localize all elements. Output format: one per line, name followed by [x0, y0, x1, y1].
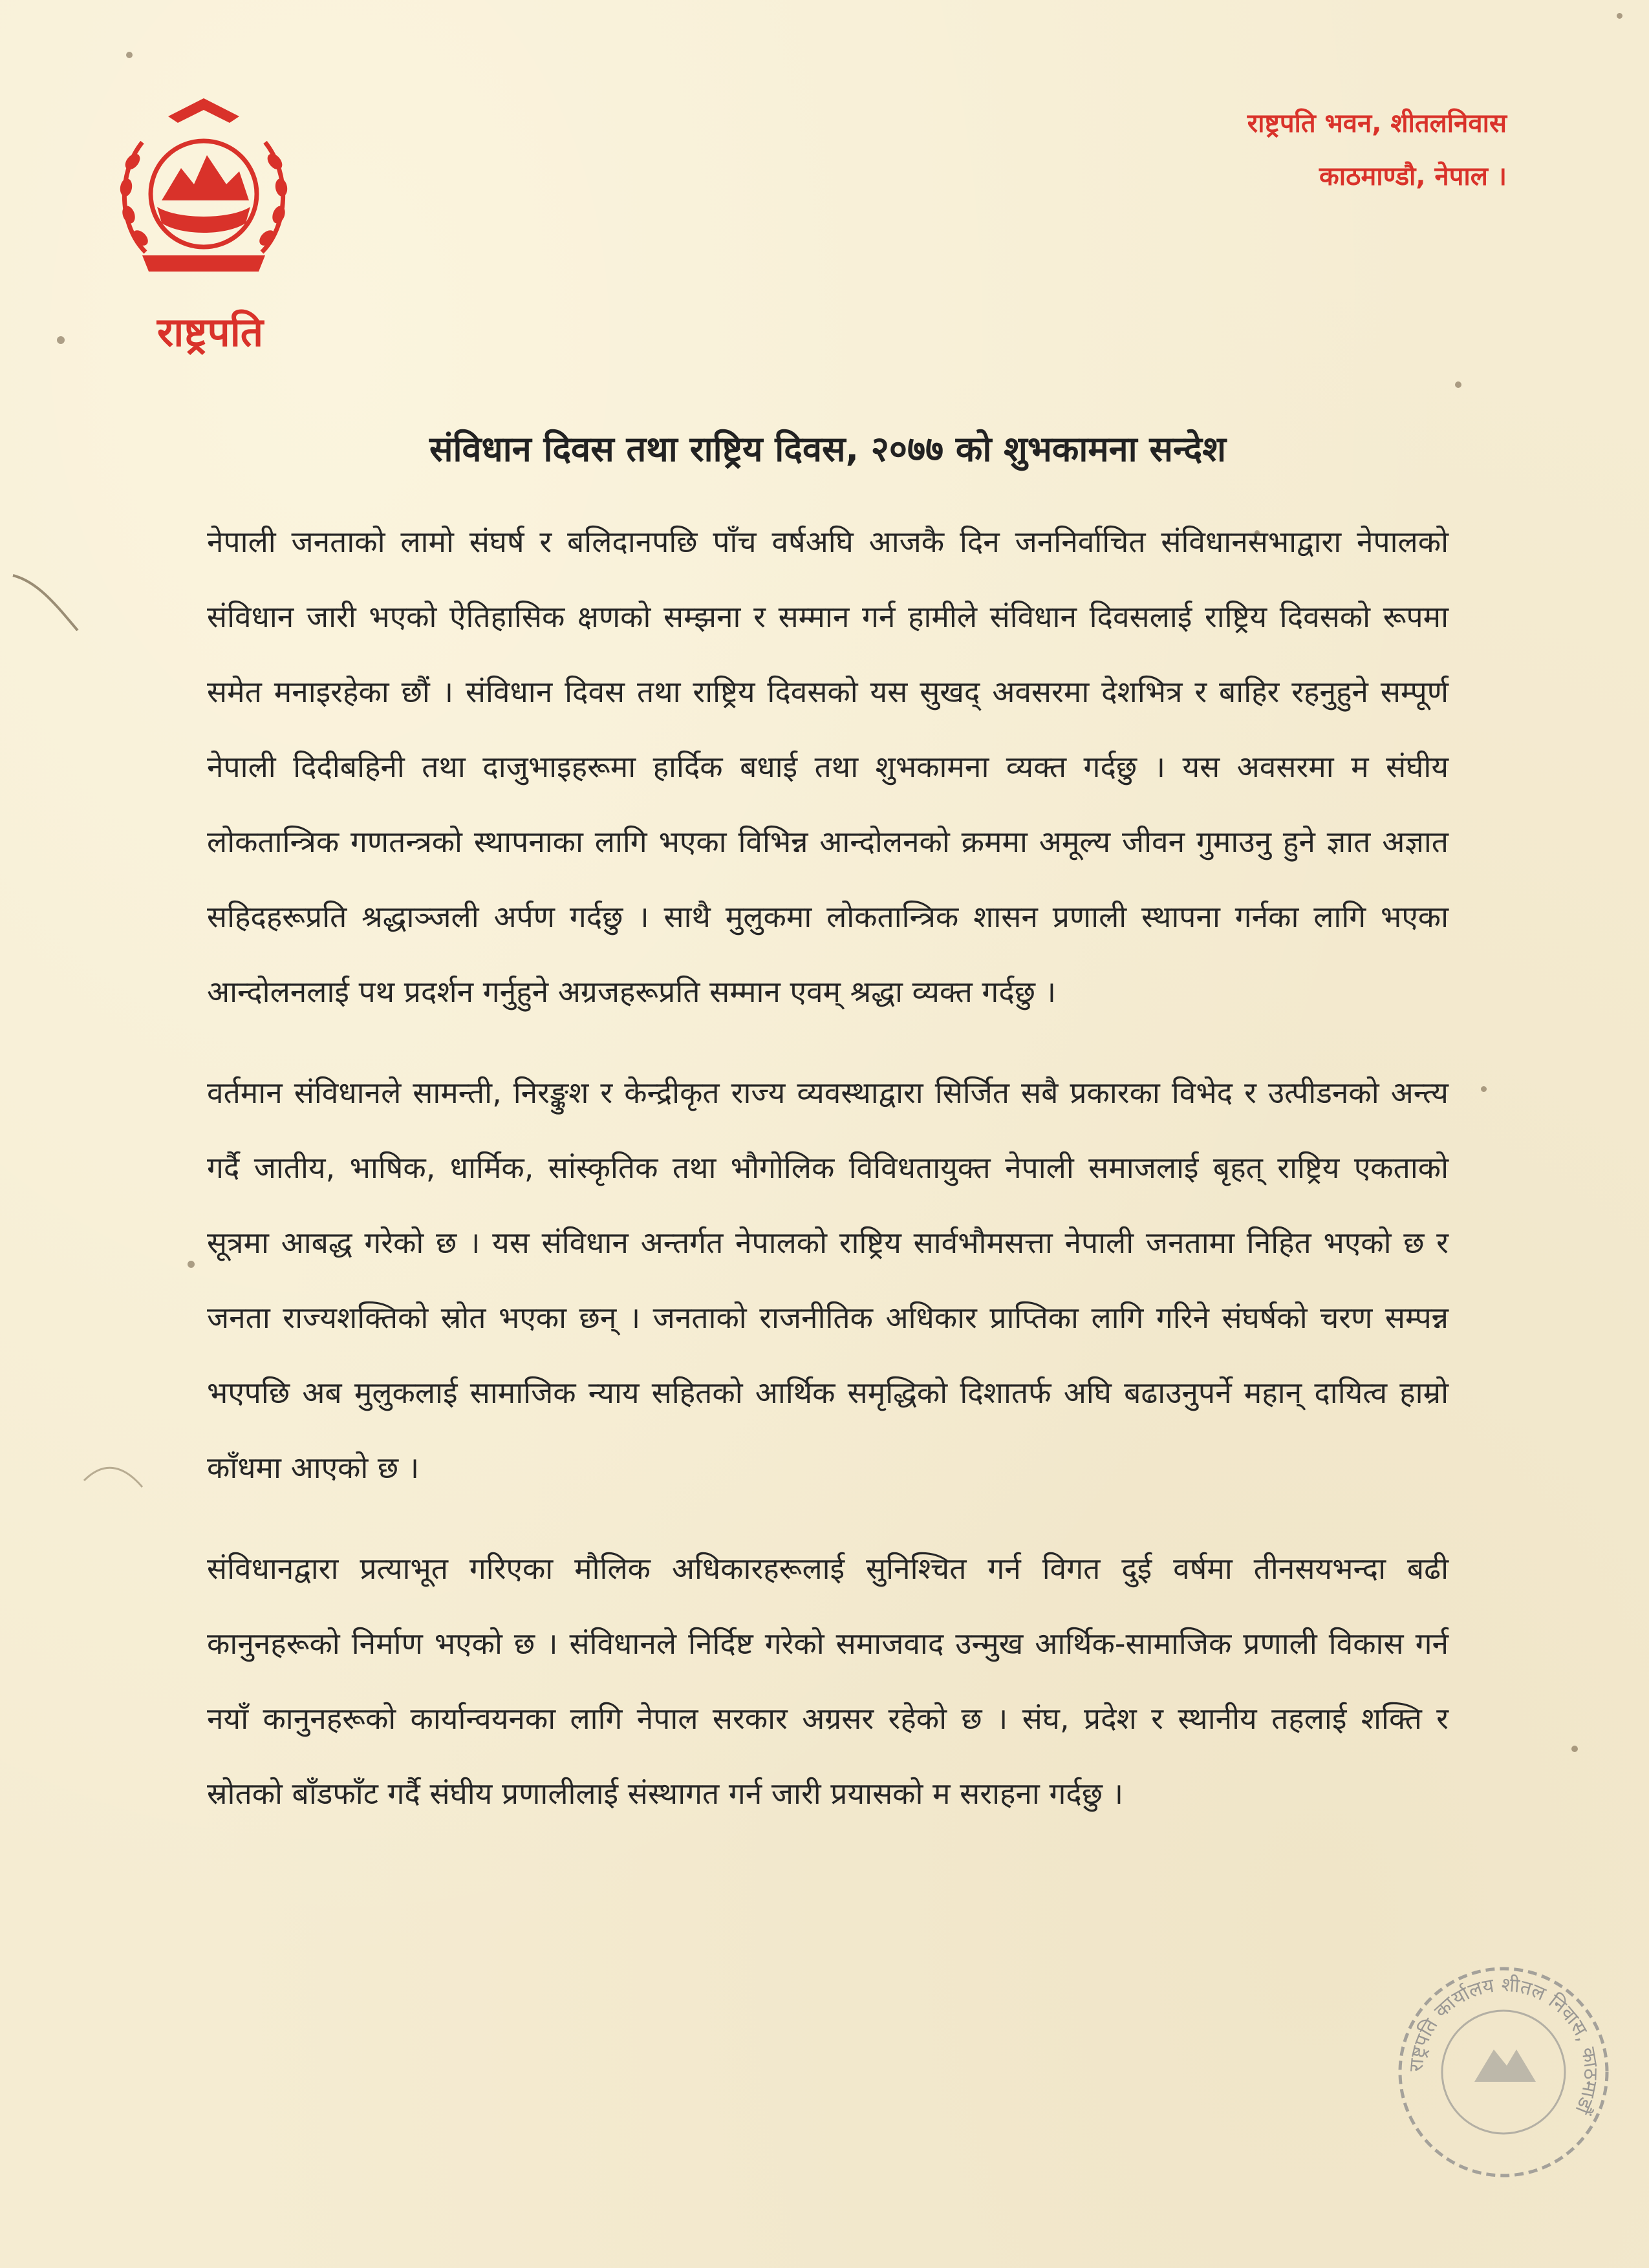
message-title: संविधान दिवस तथा राष्ट्रिय दिवस, २०७७ को शुभकामना सन्देश [429, 429, 1226, 469]
paper-speck [1617, 13, 1622, 19]
paper-speck [188, 1261, 195, 1268]
paper-fiber [6, 562, 91, 640]
paragraph: वर्तमान संविधानले सामन्ती, निरङ्कुश र केन्द्रीकृत राज्य व्यवस्थाद्वारा सिर्जित सबै प्रकारका विभेद र उत्पीडनको अन्त्य गर्दै जातीय, भाषिक, धार्मिक, सांस्कृतिक तथा भौगोलिक विविधतायुक्त नेपाली समाजलाई बृहत् राष्ट्रिय एकताको सूत्रमा आबद्ध गरेको छ । यस संविधान अन्तर्गत नेपालको राष्ट्रिय सार्वभौमसत्ता नेपाली जनतामा निहित भएको छ र जनता राज्यशक्तिको स्रोत भएका छन् । जनताको राजनीतिक अधिकार प्राप्तिका लागि गरिने संघर्षको चरण सम्पन्न भएपछि अब मुलुकलाई सामाजिक न्याय सहितको आर्थिक समृद्धिको दिशातर्फ अघि बढाउनुपर्ने महान् दायित्व हाम्रो काँधमा आएको छ । [207, 1075, 1449, 1485]
message-body [207, 504, 1449, 1857]
paper-speck [57, 336, 65, 344]
emblem-caption: राष्ट्रपति [156, 308, 264, 356]
paper-speck [126, 52, 133, 58]
address-line-1: राष्ट्रपति भवन, शीतलनिवास [1247, 109, 1507, 138]
address-line-2: काठमाण्डौ, नेपाल । [1319, 162, 1507, 191]
paper-speck [1571, 1746, 1578, 1752]
letterhead-address [976, 97, 1507, 203]
paper-speck [1481, 1086, 1487, 1092]
office-seal-stamp [1384, 1952, 1623, 2192]
seal-text: राष्ट्रपति कार्यालय शीतल निवास, काठमाडौं [1405, 1973, 1602, 2117]
paragraph: नेपाली जनताको लामो संघर्ष र बलिदानपछि पाँच वर्षअघि आजकै दिन जननिर्वाचित संविधानसभाद्वारा नेपालको संविधान जारी भएको ऐतिहासिक क्षणको सम्झना र सम्मान गर्न हामीले संविधान दिवसलाई राष्ट्रिय दिवसको रूपमा समेत मनाइरहेका छौं । संविधान दिवस तथा राष्ट्रिय दिवसको यस सुखद् अवसरमा देशभित्र र बाहिर रहनुहुने सम्पूर्ण नेपाली दिदीबहिनी तथा दाजुभाइहरूमा हार्दिक बधाई तथा शुभकामना व्यक्त गर्दछु । यस अवसरमा म संघीय लोकतान्त्रिक गणतन्त्रको स्थापनाका लागि भएका विभिन्न आन्दोलनको क्रममा अमूल्य जीवन गुमाउनु हुने ज्ञात अज्ञात सहिदहरूप्रति श्रद्धाञ्जली अर्पण गर्दछु । साथै मुलुकमा लोकतान्त्रिक शासन प्रणाली स्थापना गर्नका लागि भएका आन्दोलनलाई पथ प्रदर्शन गर्नुहुने अग्रजहरूप्रति सम्मान एवम् श्रद्धा व्यक्त गर्दछु । [207, 524, 1449, 1009]
paragraph: संविधानद्वारा प्रत्याभूत गरिएका मौलिक अधिकारहरूलाई सुनिश्चित गर्न विगत दुई वर्षमा तीनसयभन्दा बढी कानुनहरूको निर्माण भएको छ । संविधानले निर्दिष्ट गरेको समाजवाद उन्मुख आर्थिक-सामाजिक प्रणाली विकास गर्न नयाँ कानुनहरूको कार्यान्वयनका लागि नेपाल सरकार अग्रसर रहेको छ । संघ, प्रदेश र स्थानीय तहलाई शक्ति र स्रोतको बाँडफाँट गर्दै संघीय प्रणालीलाई संस्थागत गर्न जारी प्रयासको म सराहना गर्दछु । [207, 1551, 1449, 1811]
nepal-emblem [107, 91, 301, 284]
paper-speck [1455, 381, 1461, 388]
paper-fiber [78, 1455, 149, 1506]
